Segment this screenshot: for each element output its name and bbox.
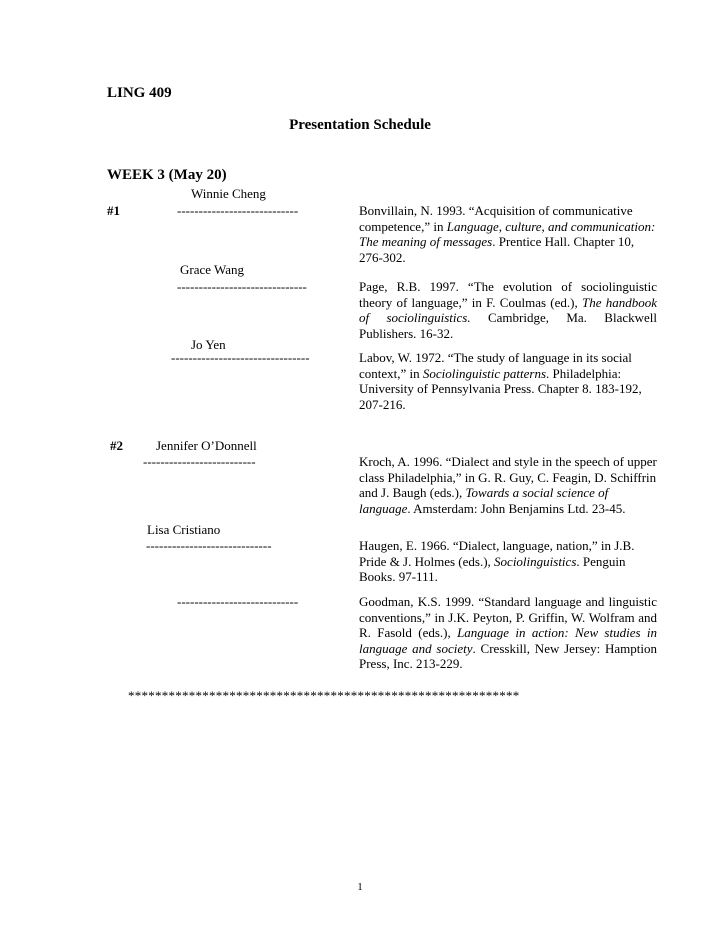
reference-entry <box>359 350 657 412</box>
reference-entry <box>359 594 657 672</box>
presenter-blank-line: -------------------------------- <box>171 350 310 365</box>
reference-text: Haugen, E. 1966. “Dialect, language, nation,” in J.B. Pride & J. Holmes (eds.), <box>359 538 635 569</box>
reference-title: Language, culture, and communication: The meaning of messages <box>359 218 656 249</box>
reference-entry <box>359 279 657 341</box>
reference-text: . Prentice Hall. Chapter 10, 276-302. <box>359 234 635 265</box>
presenter-name: Lisa Cristiano <box>147 522 221 537</box>
page-number: 1 <box>357 881 363 893</box>
reference-text: Page, R.B. 1997. “The evolution of sociolinguistic theory of language,” in F. Coulmas (ed.), <box>359 279 657 310</box>
course-code: LING 409 <box>107 85 172 101</box>
reference-text: . Philadelphia: University of Pennsylvania Press. Chapter 8. 183-192, 207-216. <box>359 365 642 412</box>
presenter-name: Winnie Cheng <box>191 186 266 201</box>
presenter-name: Jennifer O’Donnell <box>156 438 257 453</box>
reference-title: Sociolinguistic patterns <box>422 365 547 381</box>
reference-entry <box>359 538 657 585</box>
reference-title: Towards a social science of language <box>359 485 609 516</box>
page-title: Presentation Schedule <box>289 117 431 133</box>
reference-text: Goodman, K.S. 1999. “Standard language and linguistic conventions,” in J.K. Peyton, P. Griffin, W. Wolfram and R. Fasold (eds.), <box>359 594 657 640</box>
group-number: #1 <box>107 203 120 218</box>
reference-text: Cambridge, Ma. Blackwell Publishers. 16-32. <box>359 310 657 341</box>
presenter-name: Grace Wang <box>180 262 245 277</box>
reference-title: The handbook of sociolinguistics. <box>359 294 657 325</box>
reference-text: . Amsterdam: John Benjamins Ltd. 23-45. <box>407 500 626 516</box>
presenter-blank-line: ----------------------------- <box>146 538 272 553</box>
reference-text: Bonvillain, N. 1993. “Acquisition of communicative competence,” in <box>359 203 633 234</box>
presenter-blank-line: -------------------------- <box>143 454 256 469</box>
presenter-blank-line: ---------------------------- <box>177 594 299 609</box>
week-heading: WEEK 3 (May 20) <box>107 167 227 183</box>
group-number: #2 <box>110 438 123 453</box>
presenter-blank-line: ------------------------------ <box>177 279 307 294</box>
reference-text: Kroch, A. 1996. “Dialect and style in the speech of upper class Philadelphia,” in G. R. Guy, C. Feagin, D. Schiffrin and J. Baugh (eds.), <box>359 454 657 500</box>
reference-entry <box>359 454 657 516</box>
reference-text: . Cresskill, New Jersey: Hamption Press, Inc. 213-229. <box>359 640 657 671</box>
reference-title: Sociolinguistics <box>494 553 577 569</box>
reference-text: . Penguin Books. 97-111. <box>359 553 626 584</box>
presenter-blank-line: ---------------------------- <box>177 203 299 218</box>
reference-title: Language in action: New studies in language and society <box>359 625 657 656</box>
presenter-name: Jo Yen <box>191 337 226 352</box>
separator-line: ********************************************************** <box>128 688 520 703</box>
reference-text: Labov, W. 1972. “The study of language in its social context,” in <box>359 350 632 381</box>
reference-entry <box>359 203 657 265</box>
